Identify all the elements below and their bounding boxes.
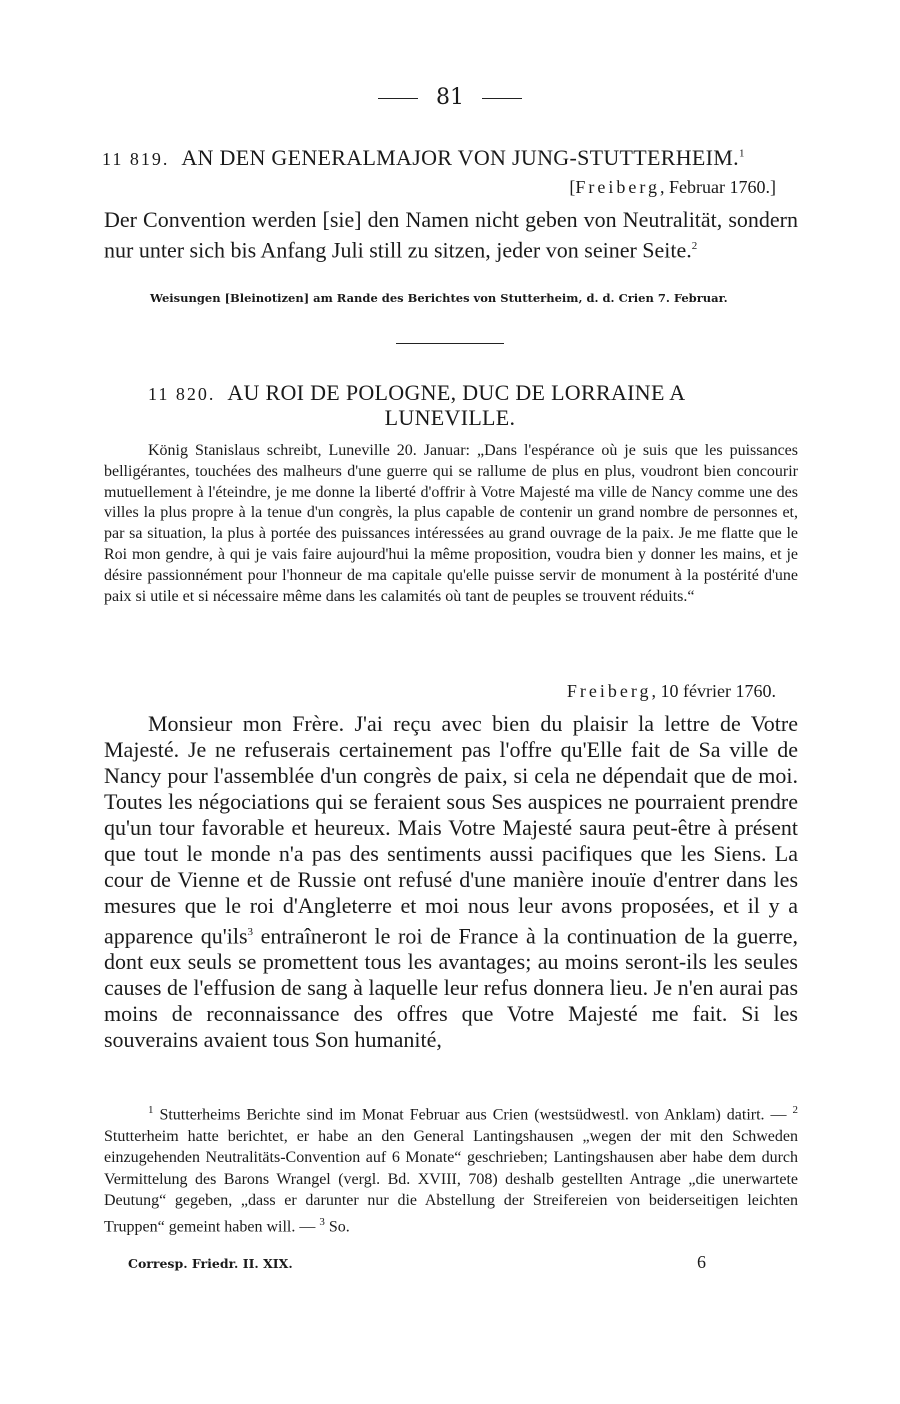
place-city: Freiberg <box>566 681 652 701</box>
footnote-text: So. <box>324 1218 350 1236</box>
letter-text-continued: entraîneront le roi de France à la continuation de la guerre, dont eux seuls se promettent tous les avantages; au moins seront-ils les seules causes de l'effusion de sang à laquelle leur refus donnera lieu. Je n'en aurai pas moins de reconnaissance des offres que Votre Majesté me fait. Si les souverains avaient tous Son humanité, <box>104 923 798 1053</box>
instructions-note: Weisungen [Bleinotizen] am Rande des Berichtes von Stutterheim, d. d. Crien 7. Februar. <box>150 291 728 305</box>
footnote-text: Stutterheim hatte berichtet, er habe an den General Lantingshausen „wegen der mit den Schweden einzugehenden Neutralitäts-Convention auf 6 Monate“ geschrieben; Lantingshausen aber habe dem durch Vermittelung des Barons Wrangel (vergl. Bd. XVIII, 708) deshalb gestellten Antrage „die unerwartete Deutung“ gegeben, „dass er darunter nur die Abstellung der Streifereien von beiderseitigen leichten Truppen“ gemeint haben will. — <box>104 1127 798 1236</box>
footnotes <box>104 1100 798 1238</box>
footnote-ref: 1 <box>738 147 745 160</box>
letter-body <box>104 207 798 263</box>
letter-text: Monsieur mon Frère. J'ai reçu avec bien du plaisir la lettre de Votre Majesté. Je ne refuserais certainement pas l'offre qu'Elle fait de Sa ville de Nancy pour l'assemblée d'un congrès de paix, si cela ne dépendait que de moi. Toutes les négociations qui se feraient sous Ses auspices ne pourraient prendre qu'un tour favorable et heureux. Mais Votre Majesté saura peut-être à présent que tout le monde n'a pas des sentiments aussi pacifiques que les Siens. La cour de Vienne et de Russie ont refusé d'une manière inouïe d'entrer dans les mesures que le roi d'Angleterre et moi nous leur avons proposées, et il y a apparence qu'ils <box>104 711 798 949</box>
footnote-number: 2 <box>792 1104 798 1116</box>
letter-heading <box>102 145 745 171</box>
letter-text: Der Convention werden [sie] den Namen nicht geben von Neutralität, sondern nur unter sich bis Anfang Juli still zu sitzen, jeder von seiner Seite. <box>104 207 798 263</box>
page-number <box>0 85 900 110</box>
bracket: [ <box>569 177 576 197</box>
page-number-dash-left <box>378 98 418 99</box>
place-date <box>569 177 776 198</box>
intro-paragraph <box>104 441 798 607</box>
page-number-dash-right <box>482 98 522 99</box>
place-date <box>567 681 776 702</box>
page-number-text: 81 <box>436 85 464 110</box>
footnote-ref: 2 <box>691 240 698 252</box>
letter-title: AN DEN GENERALMAJOR VON JUNG-STUTTERHEIM. <box>181 145 739 170</box>
letter-number: 11 819. <box>102 149 170 169</box>
letter-heading <box>148 380 685 406</box>
letter-title-line2: LUNEVILLE. <box>384 405 516 430</box>
section-divider <box>396 343 504 344</box>
intro-text: König Stanislaus schreibt, Luneville 20. Januar: „Dans l'espérance où je suis que les puissances belligérantes, touchées des malheurs d'une guerre qui se rallume de plus en plus, voudront bien concourir mutuellement à l'éteindre, je me donne la liberté d'offrir à Votre Majesté ma ville de Nancy comme une des villes la plus propre à la tenue d'un congrès, la plus capable de contenir un grand nombre de personnes et, par sa situation, la plus à portée des puissances intéressées au grand ouvrage de la paix. Je me flatte que le Roi mon gendre, à qui je vais faire aujourd'hui la même proposition, voudra bien y donner les mains, et je désire passionnément pour l'honneur de ma capitale qu'elle puisse servir de monument à la postérité d'une paix si utile et si nécessaire même dans les calamités où tant de peuples se trouvent réduits.“ <box>104 442 798 605</box>
footnote-number: 1 <box>148 1104 154 1116</box>
letter-title-line1: AU ROI DE POLOGNE, DUC DE LORRAINE A <box>227 380 686 405</box>
place-city: Freiberg <box>575 177 661 197</box>
letter-number: 11 820. <box>148 384 216 404</box>
footnote-text: Stutterheims Berichte sind im Monat Februar aus Crien (westsüdwestl. von Anklam) datirt. — <box>153 1106 793 1124</box>
place-date-text: , Februar 1760.] <box>660 177 776 197</box>
footer-signature: 6 <box>697 1252 706 1272</box>
footnote-ref: 3 <box>247 926 254 938</box>
place-date-text: , 10 février 1760. <box>651 681 776 701</box>
letter-body <box>104 711 798 1053</box>
footer-series: Corresp. Friedr. II. XIX. <box>128 1256 293 1271</box>
footnote-number: 3 <box>319 1215 325 1228</box>
letter-heading-line2 <box>0 405 900 431</box>
